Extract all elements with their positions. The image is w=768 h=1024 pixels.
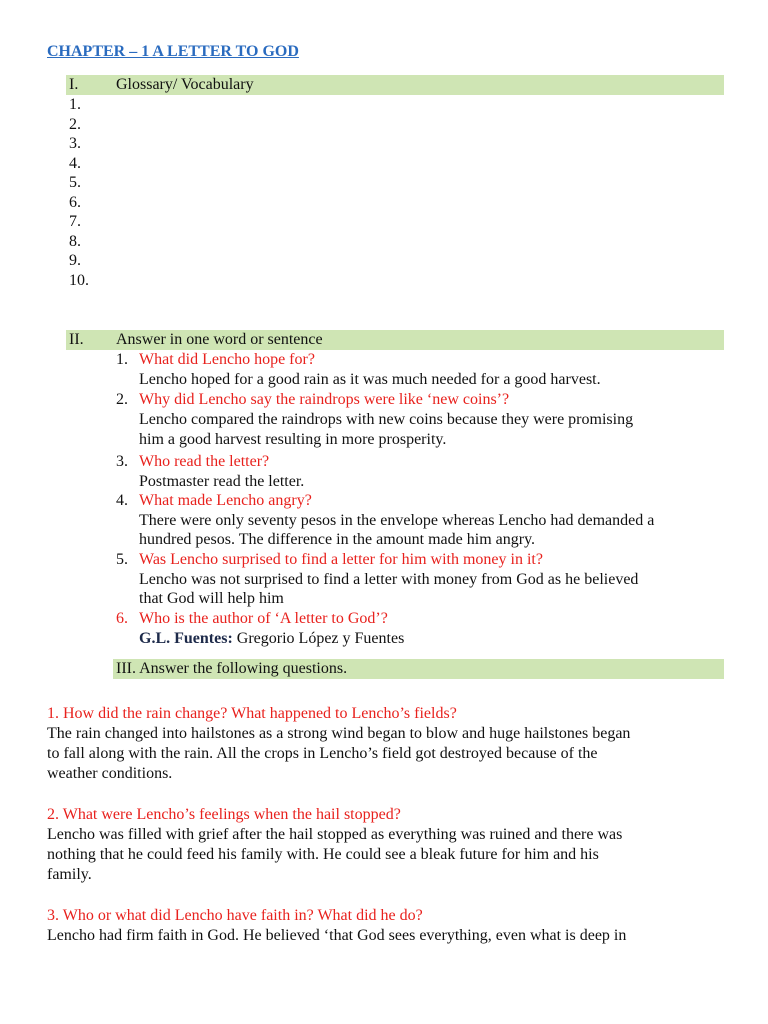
question-text: Was Lencho surprised to find a letter for him with money in it? (139, 551, 543, 568)
question-number: 5. (116, 551, 128, 568)
question-number: 6. (116, 610, 128, 627)
author-answer (139, 629, 404, 649)
answer-text: family. (47, 866, 92, 883)
answer-text: weather conditions. (47, 765, 173, 782)
section-heading: III. Answer the following questions. (116, 660, 348, 677)
glossary-item: 5. (69, 174, 81, 191)
question-text: 3. Who or what did Lencho have faith in? What did he do? (47, 907, 423, 924)
glossary-item: 8. (69, 233, 81, 250)
section-heading: Glossary/ Vocabulary (116, 76, 254, 93)
answer-text: to fall along with the rain. All the crops in Lencho’s field got destroyed because of the (47, 745, 598, 762)
question-number: 1. (116, 351, 128, 368)
question-text: What made Lencho angry? (139, 492, 312, 509)
glossary-item: 2. (69, 116, 81, 133)
glossary-item: 7. (69, 213, 81, 230)
page-title: CHAPTER – 1 A LETTER TO GOD (47, 43, 299, 60)
answer-text: There were only seventy pesos in the envelope whereas Lencho had demanded a (139, 512, 655, 529)
glossary-item: 3. (69, 135, 81, 152)
answer-text: Lencho was not surprised to find a letter with money from God as he believed (139, 571, 639, 588)
glossary-item: 9. (69, 252, 81, 269)
glossary-item: 1. (69, 96, 81, 113)
answer-text: Lencho was filled with grief after the hail stopped as everything was ruined and there was (47, 826, 623, 843)
author-short-name: G.L. Fuentes: (139, 630, 233, 647)
answer-text: Lencho hoped for a good rain as it was much needed for a good harvest. (139, 371, 601, 388)
answer-text: him a good harvest resulting in more prosperity. (139, 431, 447, 448)
author-full-name: Gregorio López y Fuentes (232, 630, 405, 647)
question-text: What did Lencho hope for? (139, 351, 315, 368)
section-number: II. (69, 331, 84, 348)
question-number: 3. (116, 453, 128, 470)
question-text: Why did Lencho say the raindrops were like ‘new coins’? (139, 391, 510, 408)
question-number: 2. (116, 391, 128, 408)
question-text: Who read the letter? (139, 453, 270, 470)
glossary-item: 6. (69, 194, 81, 211)
section-number: I. (69, 76, 79, 93)
answer-text: hundred pesos. The difference in the amount made him angry. (139, 531, 536, 548)
answer-text: The rain changed into hailstones as a strong wind began to blow and huge hailstones began (47, 725, 631, 742)
answer-text: Lencho compared the raindrops with new coins because they were promising (139, 411, 634, 428)
answer-text: Lencho had firm faith in God. He believed ‘that God sees everything, even what is deep in (47, 927, 627, 944)
answer-text: Postmaster read the letter. (139, 473, 305, 490)
glossary-item: 10. (69, 272, 89, 289)
answer-text: that God will help him (139, 590, 284, 607)
section-heading: Answer in one word or sentence (116, 331, 323, 348)
question-text: 2. What were Lencho’s feelings when the hail stopped? (47, 806, 401, 823)
question-number: 4. (116, 492, 128, 509)
question-text: 1. How did the rain change? What happened to Lencho’s fields? (47, 705, 457, 722)
question-text: Who is the author of ‘A letter to God’? (139, 610, 388, 627)
answer-text: nothing that he could feed his family with. He could see a bleak future for him and his (47, 846, 599, 863)
glossary-item: 4. (69, 155, 81, 172)
